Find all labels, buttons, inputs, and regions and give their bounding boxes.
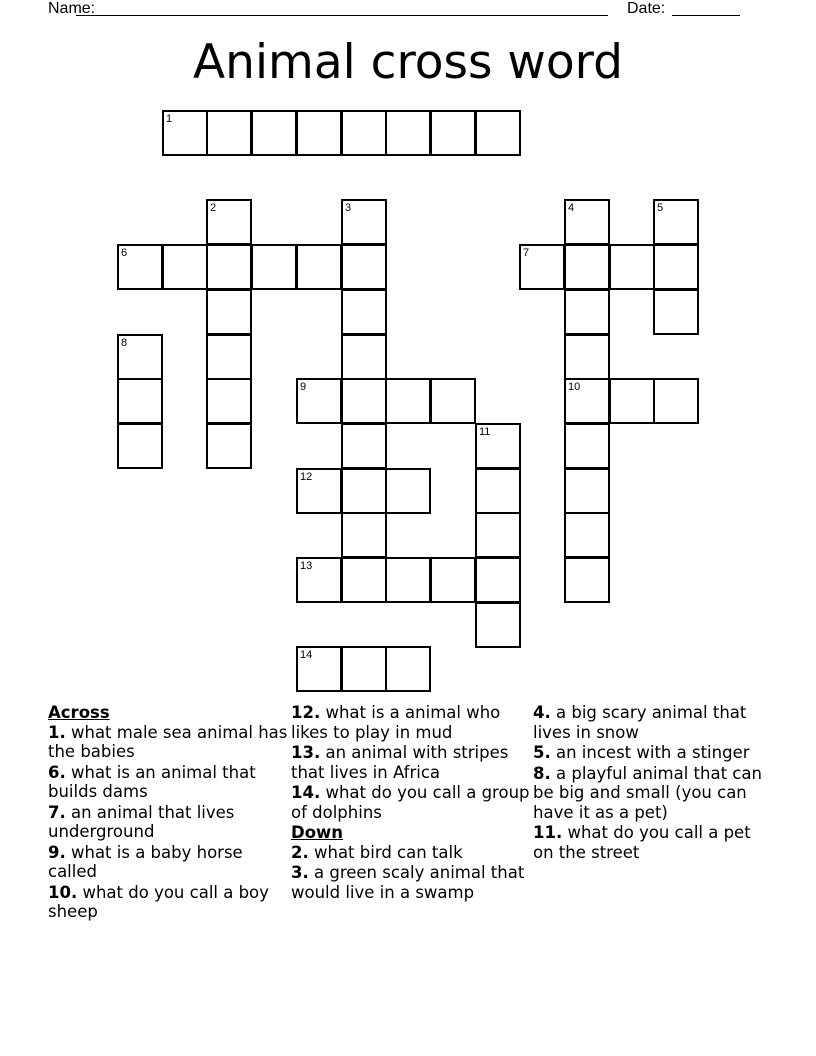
cell-number: 2 [210,202,217,214]
grid-cell[interactable] [251,244,297,290]
clue-text: an animal with stripes that lives in Africa [291,743,509,782]
cell-number: 14 [300,649,313,661]
clue-text: an animal that lives underground [48,802,235,841]
grid-cell[interactable] [206,244,252,290]
clue-number: 10. [48,882,78,902]
clue-column-3 [533,703,773,863]
cell-number: 3 [345,202,352,214]
clue-column-1 [48,703,288,923]
grid-cell[interactable] [296,646,342,692]
grid-cell[interactable] [385,557,431,603]
grid-cell[interactable] [341,199,387,245]
grid-cell[interactable] [519,244,565,290]
grid-cell[interactable] [206,110,252,156]
clue-text: what do you call a pet on the street [533,823,751,862]
cell-number: 8 [121,337,128,349]
grid-cell[interactable] [475,602,521,648]
grid-cell[interactable] [341,646,387,692]
cell-number: 12 [300,471,313,483]
grid-cell[interactable] [430,110,476,156]
grid-cell[interactable] [385,378,431,424]
clue-text: what is a animal who likes to play in mud [291,703,501,742]
clue-down-11 [533,823,773,862]
grid-cell[interactable] [564,334,610,380]
clue-text: what do you call a boy sheep [48,882,269,921]
grid-cell[interactable] [653,199,699,245]
grid-cell[interactable] [117,334,163,380]
clue-text: a big scary animal that lives in snow [533,703,747,742]
grid-cell[interactable] [564,512,610,558]
grid-cell[interactable] [430,557,476,603]
cell-number: 5 [657,202,664,214]
grid-cell[interactable] [564,468,610,514]
grid-cell[interactable] [341,512,387,558]
grid-cell[interactable] [296,468,342,514]
clue-number: 6. [48,762,66,782]
grid-cell[interactable] [475,512,521,558]
clue-text: a playful animal that can be big and small (you can have it as a pet) [533,763,762,822]
clue-number: 9. [48,842,66,862]
cell-number: 1 [166,113,173,125]
grid-cell[interactable] [341,289,387,335]
clue-across-14 [291,783,531,822]
cell-number: 11 [479,426,491,438]
clue-across-7 [48,803,288,842]
grid-cell[interactable] [206,334,252,380]
grid-cell[interactable] [341,557,387,603]
grid-cell[interactable] [430,378,476,424]
grid-cell[interactable] [564,199,610,245]
grid-cell[interactable] [609,378,655,424]
clue-number: 14. [291,783,321,802]
clue-down-3 [291,863,531,902]
clue-across-10 [48,883,288,922]
clue-down-2 [291,843,531,863]
grid-cell[interactable] [475,110,521,156]
down-heading: Down [291,823,344,842]
clue-number: 3. [291,863,309,882]
grid-cell[interactable] [609,244,655,290]
clue-across-12 [291,703,531,742]
clue-text: what bird can talk [308,842,463,862]
grid-cell[interactable] [117,244,163,290]
name-label: Name: [48,0,96,17]
clue-across-1 [48,723,288,762]
grid-cell[interactable] [653,244,699,290]
clue-column-2 [291,703,531,903]
cell-number: 4 [568,202,575,214]
grid-cell[interactable] [341,110,387,156]
grid-cell[interactable] [162,110,208,156]
grid-cell[interactable] [117,423,163,469]
grid-cell[interactable] [296,110,342,156]
clue-number: 11. [533,823,563,842]
grid-cell[interactable] [653,289,699,335]
grid-cell[interactable] [341,334,387,380]
grid-cell[interactable] [341,244,387,290]
clue-down-4 [533,703,773,742]
grid-cell[interactable] [564,423,610,469]
clue-number: 13. [291,743,321,762]
grid-cell[interactable] [564,378,610,424]
date-label: Date: [627,0,666,17]
clue-number: 2. [291,842,309,862]
clue-down-8 [533,764,773,823]
grid-cell[interactable] [117,378,163,424]
cell-number: 10 [568,381,581,393]
grid-cell[interactable] [475,468,521,514]
grid-cell[interactable] [475,557,521,603]
grid-cell[interactable] [296,378,342,424]
grid-cell[interactable] [341,468,387,514]
clue-across-9 [48,843,288,882]
grid-cell[interactable] [385,468,431,514]
grid-cell[interactable] [296,557,342,603]
grid-cell[interactable] [475,423,521,469]
clue-text: what is an animal that builds dams [48,762,256,801]
grid-cell[interactable] [296,244,342,290]
grid-cell[interactable] [206,423,252,469]
clue-number: 7. [48,802,66,822]
grid-cell[interactable] [251,110,297,156]
grid-cell[interactable] [206,378,252,424]
grid-cell[interactable] [206,289,252,335]
grid-cell[interactable] [341,423,387,469]
grid-cell[interactable] [653,378,699,424]
clue-number: 12. [291,703,321,722]
grid-cell[interactable] [385,110,431,156]
cell-number: 9 [300,381,307,393]
across-heading: Across [48,703,110,722]
cell-number: 6 [121,247,128,259]
clue-across-6 [48,763,288,802]
clue-text: what is a baby horse called [48,842,243,881]
clue-text: an incest with a stinger [550,743,750,762]
grid-cell[interactable] [564,244,610,290]
grid-cell[interactable] [341,378,387,424]
clue-number: 4. [533,703,551,722]
grid-cell[interactable] [206,199,252,245]
grid-cell[interactable] [385,646,431,692]
grid-cell[interactable] [162,244,208,290]
clue-number: 5. [533,743,551,762]
clue-number: 8. [533,763,551,783]
cell-number: 7 [523,247,530,259]
clue-number: 1. [48,722,66,742]
clue-down-5 [533,743,773,763]
grid-cell[interactable] [564,289,610,335]
page-title: Animal cross word [193,35,623,90]
grid-cell[interactable] [564,557,610,603]
cell-number: 13 [300,560,313,572]
clue-text: what male sea animal has the babies [48,722,288,761]
clue-text: a green scaly animal that would live in a swamp [291,863,525,902]
clue-text: what do you call a group of dolphins [291,783,530,822]
clue-across-13 [291,743,531,782]
